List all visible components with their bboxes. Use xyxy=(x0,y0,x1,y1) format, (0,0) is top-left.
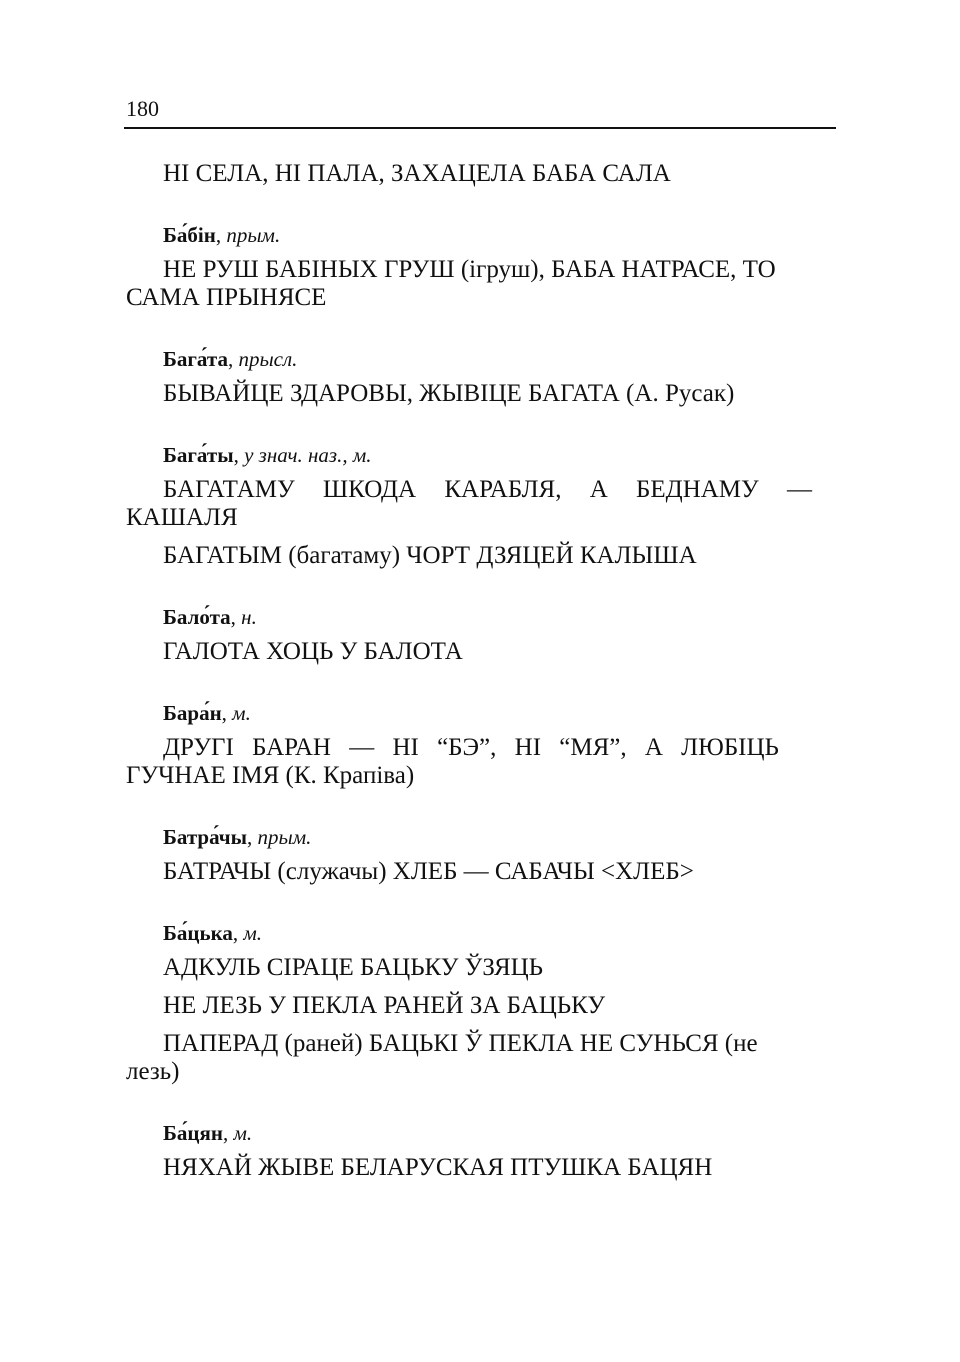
grammar-label: м. xyxy=(233,1121,253,1145)
grammar-label: м. xyxy=(232,701,251,725)
headword: Ба́цян xyxy=(163,1121,223,1145)
entry-bagaty xyxy=(126,442,832,570)
proverb-line: ГУЧНАЕ ІМЯ (К. Крапіва) xyxy=(126,762,415,789)
entry-baran xyxy=(126,700,832,790)
headword: Бало́та xyxy=(163,605,231,629)
proverb-line: ПАПЕРАД (раней) БАЦЬКІ Ў ПЕКЛА НЕ СУНЬСЯ (не xyxy=(163,1030,758,1057)
proverb-line: АДКУЛЬ СІРАЦЕ БАЦЬКУ ЎЗЯЦЬ xyxy=(163,954,544,981)
proverb-line: БАГАТЫМ (багатаму) ЧОРТ ДЗЯЦЕЙ КАЛЫША xyxy=(163,542,697,569)
header-rule xyxy=(124,127,836,129)
entry-headword: Ба́бін, прым. xyxy=(163,223,281,247)
proverb-line: НЕ ЛЕЗЬ У ПЕКЛА РАНЕЙ ЗА БАЦЬКУ xyxy=(163,992,606,1019)
headword: Батра́чы xyxy=(163,825,247,849)
proverb-line: БАГАТАМУ ШКОДА КАРАБЛЯ, А БЕДНАМУ — xyxy=(163,476,812,503)
proverb-line: лезь) xyxy=(126,1058,180,1085)
proverb-line: НЯХАЙ ЖЫВЕ БЕЛАРУСКАЯ ПТУШКА БАЦЯН xyxy=(163,1154,713,1181)
headword: Бара́н xyxy=(163,701,222,725)
proverb-line: ГАЛОТА ХОЦЬ У БАЛОТА xyxy=(163,638,463,665)
dictionary-content xyxy=(126,160,832,1182)
entry-headword: Ба́цька, м. xyxy=(163,921,263,945)
entry-headword: Бага́та, прысл. xyxy=(163,347,298,371)
headword: Бага́та xyxy=(163,347,228,371)
entry-batska xyxy=(126,920,832,1086)
grammar-label: прым. xyxy=(257,825,312,849)
grammar-label: м. xyxy=(243,921,263,945)
proverb-line: САМА ПРЫНЯСЕ xyxy=(126,284,327,311)
page-number: 180 xyxy=(126,96,159,121)
entry-headword: Ба́цян, м. xyxy=(163,1121,253,1145)
proverb-line: НЕ РУШ БАБІНЫХ ГРУШ (ігруш), БАБА НАТРАСЕ, ТО xyxy=(163,256,776,283)
grammar-label: у знач. наз., м. xyxy=(244,443,372,467)
entry-headword: Бара́н, м. xyxy=(163,701,251,725)
entry-bagata xyxy=(126,346,832,408)
headword: Ба́цька xyxy=(163,921,233,945)
grammar-label: прысл. xyxy=(238,347,298,371)
proverb-line: БАТРАЧЫ (служачы) ХЛЕБ — САБАЧЫ <ХЛЕБ> xyxy=(163,858,694,885)
entry-batrachy xyxy=(126,824,832,886)
entry-continuation xyxy=(126,160,832,188)
headword: Ба́бін xyxy=(163,223,216,247)
proverb-line: КАШАЛЯ xyxy=(126,504,238,531)
entry-headword: Бало́та, н. xyxy=(163,605,257,629)
proverb-line: ДРУГІ БАРАН — НІ “БЭ”, НІ “МЯ”, А ЛЮБІЦЬ xyxy=(163,734,779,761)
proverb-line: НІ СЕЛА, НІ ПАЛА, ЗАХАЦЕЛА БАБА САЛА xyxy=(163,160,671,187)
entry-batsian xyxy=(126,1120,832,1182)
proverb-line: БЫВАЙЦЕ ЗДАРОВЫ, ЖЫВІЦЕ БАГАТА (А. Русак) xyxy=(163,380,735,407)
entry-headword: Батра́чы, прым. xyxy=(163,825,312,849)
entry-balota xyxy=(126,604,832,666)
entry-headword: Бага́ты, у знач. наз., м. xyxy=(163,443,372,467)
headword: Бага́ты xyxy=(163,443,234,467)
entry-babin xyxy=(126,222,832,312)
grammar-label: прым. xyxy=(226,223,281,247)
grammar-label: н. xyxy=(241,605,257,629)
